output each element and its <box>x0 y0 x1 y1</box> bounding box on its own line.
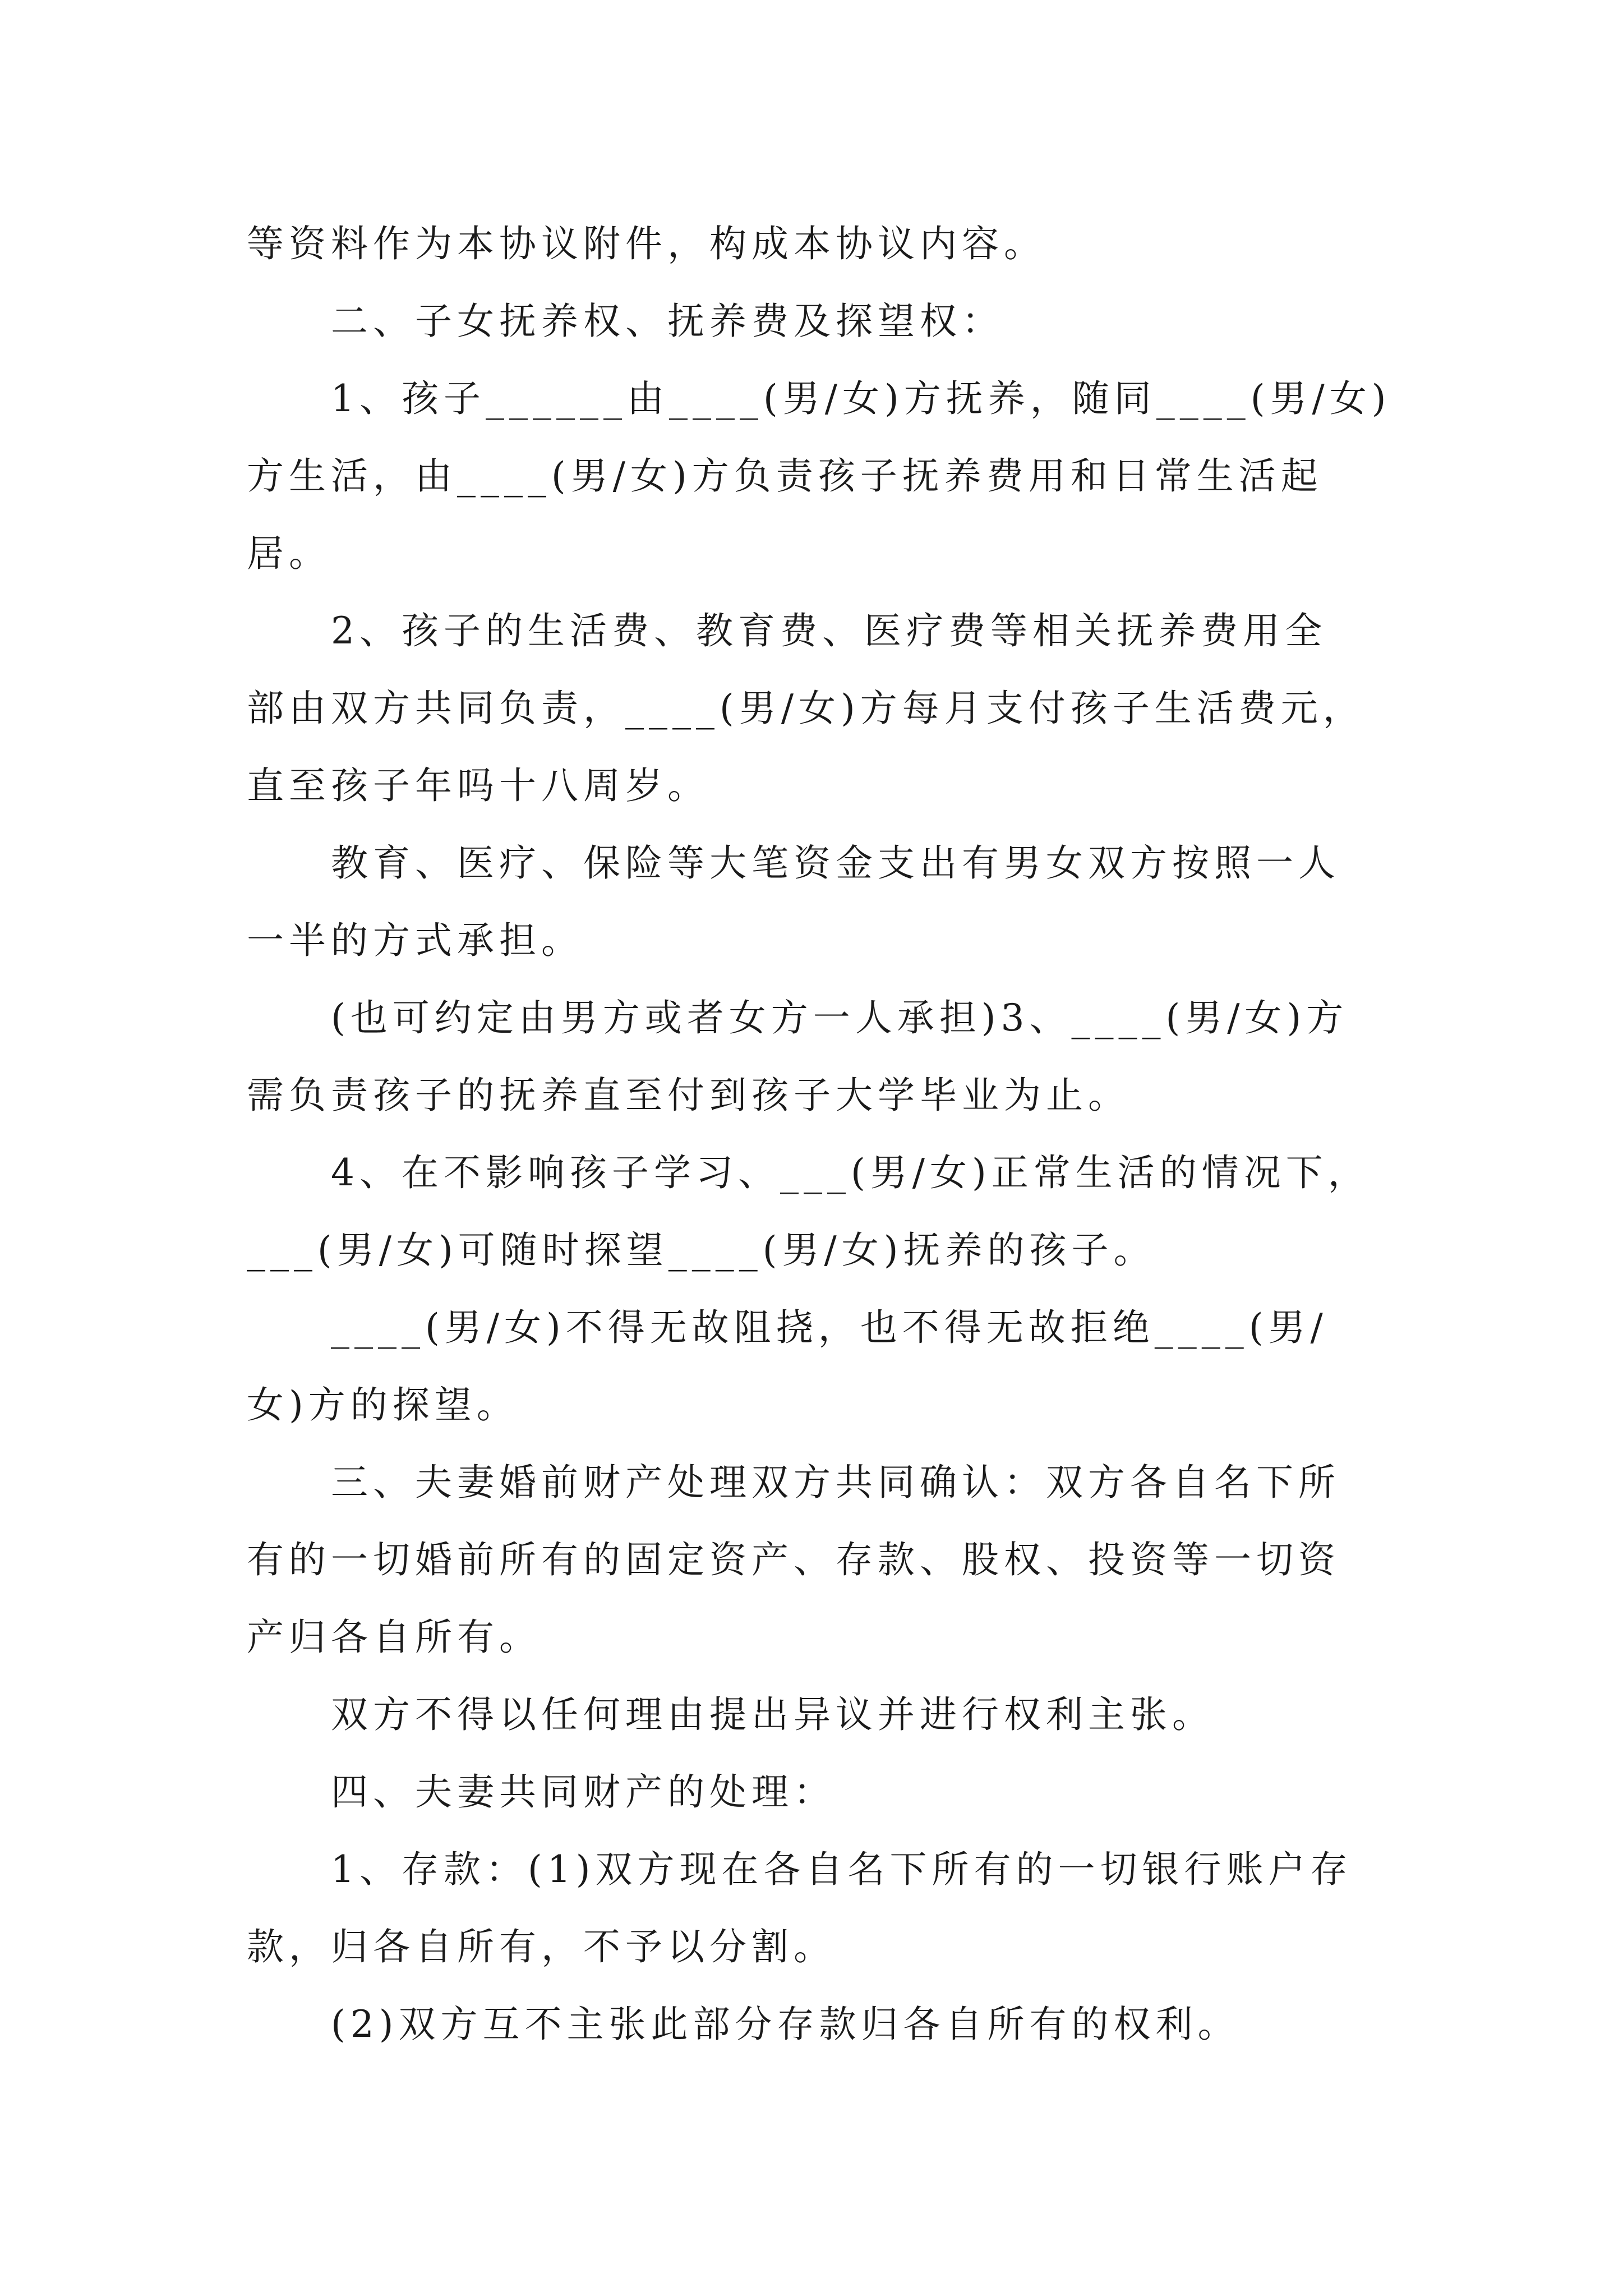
document-body <box>247 205 1391 2063</box>
paragraph-line: 方生活，由____(男/女)方负责孩子抚养费用和日常生活起 <box>247 454 1323 498</box>
paragraph-line: 4、在不影响孩子学习、___(男/女)正常生活的情况下， <box>247 1151 1370 1194</box>
paragraph-line: 居。 <box>247 532 331 575</box>
paragraph-line: 等资料作为本协议附件，构成本协议内容。 <box>247 222 1046 265</box>
paragraph-line: 需负责孩子的抚养直至付到孩子大学毕业为止。 <box>247 1074 1130 1117</box>
section-heading: 二、子女抚养权、抚养费及探望权： <box>247 300 1004 343</box>
paragraph-line: ___(男/女)可随时探望____(男/女)抚养的孩子。 <box>247 1228 1156 1272</box>
paragraph-line: 1、孩子______由____(男/女)方抚养，随同____(男/女) <box>247 377 1391 420</box>
paragraph-line: 1、存款：(1)双方现在各自名下所有的一切银行账户存 <box>247 1848 1353 1891</box>
paragraph-line: 产归各自所有。 <box>247 1616 541 1659</box>
section-heading: 三、夫妻婚前财产处理双方共同确认：双方各自名下所 <box>247 1461 1340 1504</box>
section-heading: 四、夫妻共同财产的处理： <box>247 1770 836 1814</box>
paragraph-line: (也可约定由男方或者女方一人承担)3、____(男/女)方 <box>247 996 1349 1039</box>
paragraph-line: 部由双方共同负责，____(男/女)方每月支付孩子生活费元， <box>247 687 1365 730</box>
paragraph-line: ____(男/女)不得无故阻挠，也不得无故拒绝____(男/ <box>247 1306 1328 1349</box>
paragraph-line: 直至孩子年吗十八周岁。 <box>247 764 709 807</box>
paragraph-line: 2、孩子的生活费、教育费、医疗费等相关抚养费用全 <box>247 609 1327 652</box>
paragraph-line: (2)双方互不主张此部分存款归各自所有的权利。 <box>247 2003 1240 2046</box>
paragraph-line: 女)方的探望。 <box>247 1383 519 1427</box>
paragraph-line: 有的一切婚前所有的固定资产、存款、股权、投资等一切资 <box>247 1538 1340 1581</box>
paragraph-line: 款，归各自所有，不予以分割。 <box>247 1925 836 1968</box>
paragraph-line: 一半的方式承担。 <box>247 919 583 962</box>
paragraph-line: 双方不得以任何理由提出异议并进行权利主张。 <box>247 1693 1214 1736</box>
paragraph-line: 教育、医疗、保险等大笔资金支出有男女双方按照一人 <box>247 841 1340 885</box>
